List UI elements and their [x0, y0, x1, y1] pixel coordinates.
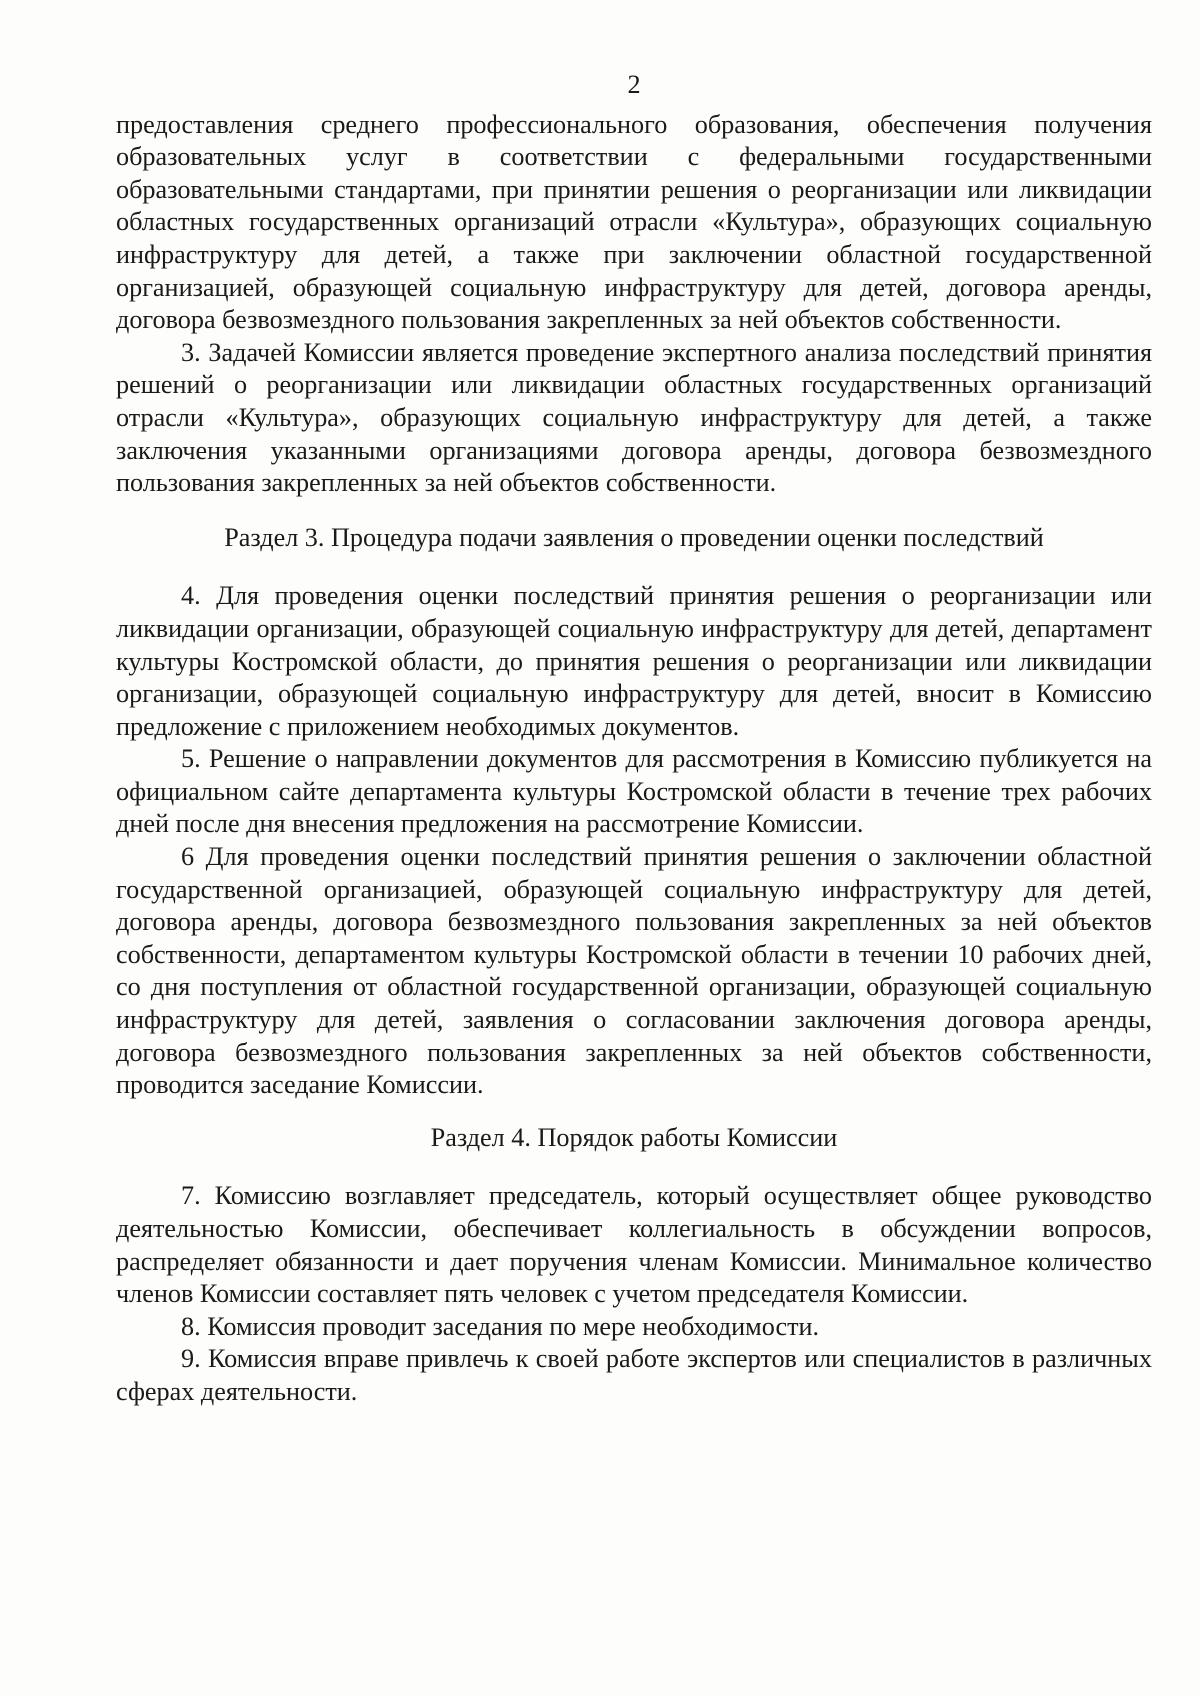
- paragraph-continuation: предоставления среднего профессионального образования, обеспечения получения образовательных услуг в соответствии с федеральными государственными образовательными стандартами, при принятии решения о реорганизации или ликвидации областных государственных организаций отрасли «Культура», образующих социальную инфраструктуру для детей, а также при заключении областной государственной организацией, образующей социальную инфраструктуру для детей, договора аренды, договора безвозмездного пользования закрепленных за ней объектов собственности.: [116, 109, 1152, 335]
- section-3-heading: Раздел 3. Процедура подачи заявления о проведении оценки последствий: [224, 522, 1044, 552]
- paragraph-4: 4. Для проведения оценки последствий принятия решения о реорганизации или ликвидации организации, образующей социальную инфраструктуру для детей, департамент культуры Костромской области, до принятия решения о реорганизации или ликвидации организации, образующей социальную инфраструктуру для детей, вносит в Комиссию предложение с приложением необходимых документов.: [116, 581, 1152, 741]
- paragraph-6: 6 Для проведения оценки последствий принятия решения о заключении областной государственной организацией, образующей социальную инфраструктуру для детей, договора аренды, договора безвозмездного пользования закрепленных за ней объектов собственности, департаментом культуры Костромской области в течении 10 рабочих дней, со дня поступления от областной государственной организации, образующей социальную инфраструктуру для детей, заявления о согласовании заключения договора аренды, договора безвозмездного пользования закрепленных за ней объектов собственности, проводится заседание Комиссии.: [116, 842, 1152, 1100]
- paragraph-5: 5. Решение о направлении документов для рассмотрения в Комиссию публикуется на официальном сайте департамента культуры Костромской области в течение трех рабочих дней после дня внесения предложения на рассмотрение Комиссии.: [116, 744, 1152, 839]
- paragraph-9: 9. Комиссия вправе привлечь к своей работе экспертов или специалистов в различных сферах деятельности.: [116, 1344, 1152, 1406]
- paragraph-8: 8. Комиссия проводит заседания по мере необходимости.: [181, 1311, 820, 1341]
- paragraph-7: 7. Комиссию возглавляет председатель, который осуществляет общее руководство деятельностью Комиссии, обеспечивает коллегиальность в обсуждении вопросов, распределяет обязанности и дает поручения членам Комиссии. Минимальное количество членов Комиссии составляет пять человек с учетом председателя Комиссии.: [116, 1181, 1152, 1309]
- paragraph-3: 3. Задачей Комиссии является проведение экспертного анализа последствий принятия решений о реорганизации или ликвидации областных государственных организаций отрасли «Культура», образующих социальную инфраструктуру для детей, а также заключения указанными организациями договора аренды, договора безвозмездного пользования закрепленных за ней объектов собственности.: [116, 337, 1152, 498]
- section-4-heading: Раздел 4. Порядок работы Комиссии: [430, 1122, 838, 1152]
- page-number: 2: [627, 70, 641, 99]
